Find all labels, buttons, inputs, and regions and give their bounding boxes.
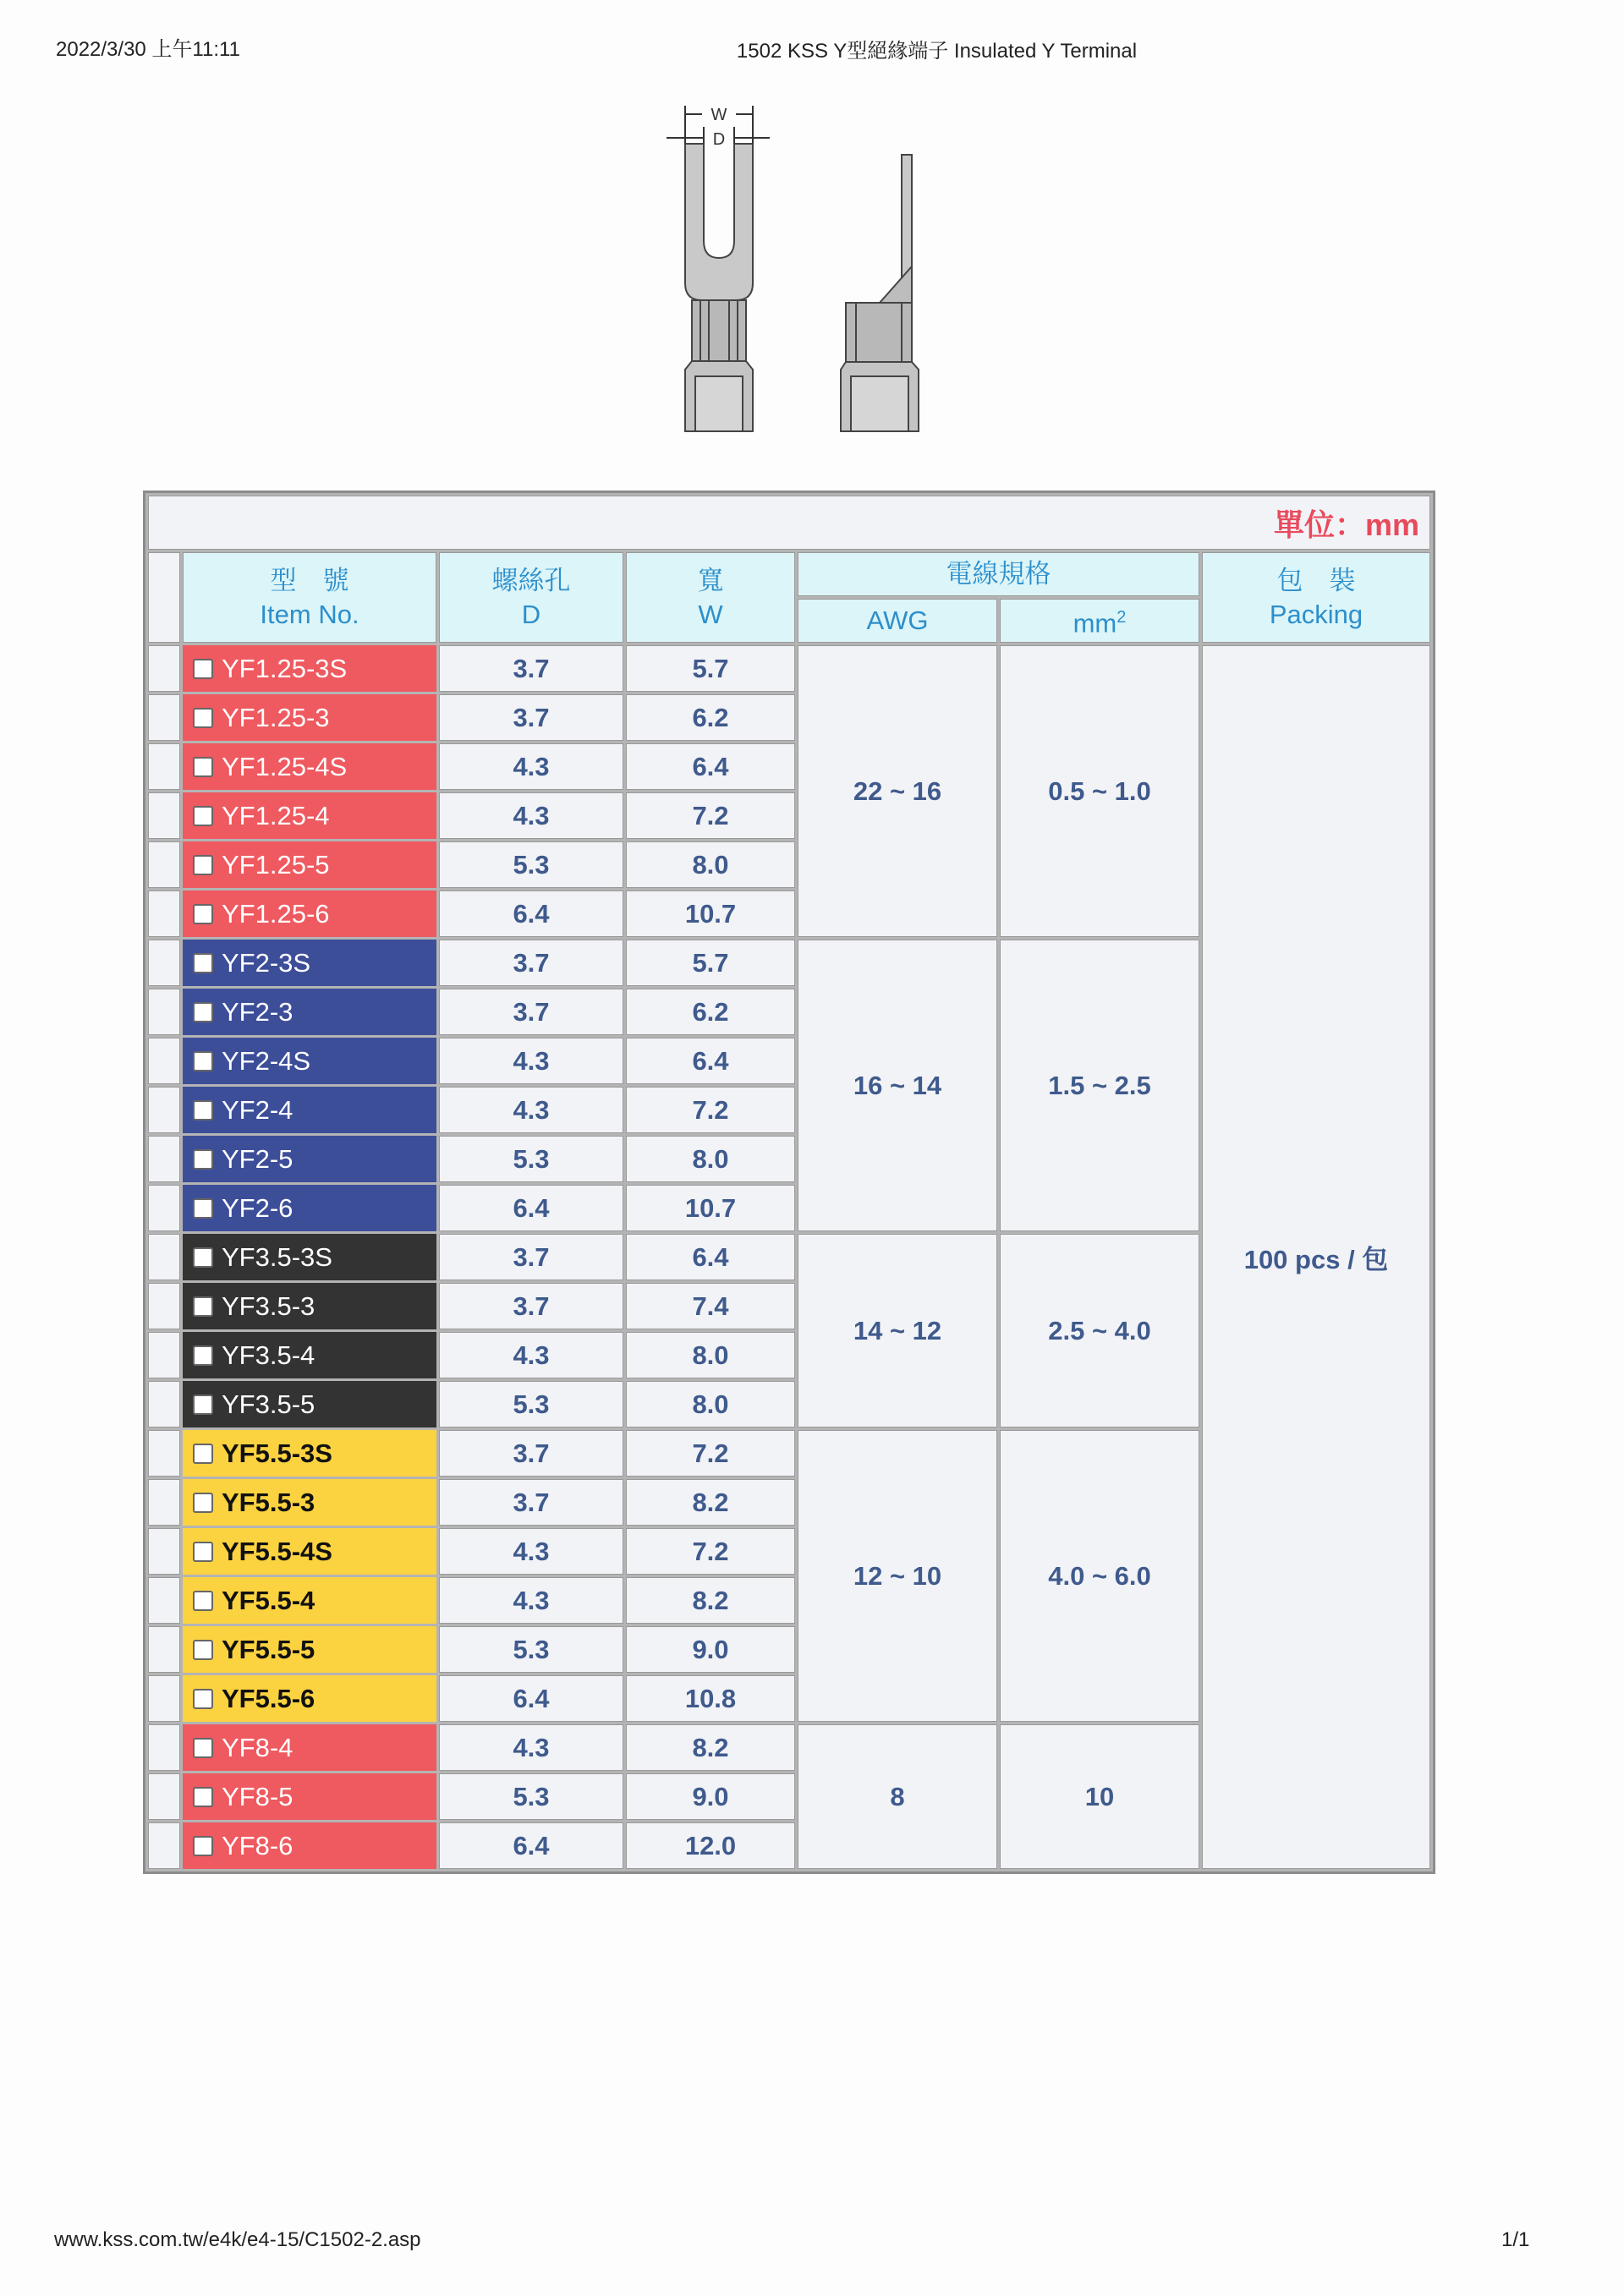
row-side-cell [148, 1381, 180, 1427]
item-cell [183, 1479, 436, 1526]
screw-hole-d: 5.3 [439, 1381, 623, 1427]
screw-hole-d: 3.7 [439, 694, 623, 741]
item-cell [183, 1087, 436, 1133]
item-label-box [183, 989, 436, 1035]
screw-hole-d: 4.3 [439, 1332, 623, 1378]
width-w: 7.2 [626, 1087, 795, 1133]
item-cell [183, 1528, 436, 1575]
item-label-box [183, 1185, 436, 1231]
item-cell [183, 1675, 436, 1722]
item-number: YF1.25-5 [222, 849, 330, 879]
screw-hole-d: 4.3 [439, 1038, 623, 1084]
screw-hole-d: 3.7 [439, 1430, 623, 1477]
item-label-box [183, 1332, 436, 1378]
item-number: YF5.5-4S [222, 1536, 332, 1566]
item-number: YF3.5-3 [222, 1290, 315, 1321]
screw-hole-d: 4.3 [439, 792, 623, 839]
item-number: YF1.25-4S [222, 751, 348, 781]
item-label-box [183, 1038, 436, 1084]
item-checkbox[interactable] [193, 1149, 213, 1170]
item-checkbox[interactable] [193, 1836, 213, 1856]
width-w: 9.0 [626, 1626, 795, 1673]
terminal-diagram [660, 97, 947, 444]
item-cell [183, 792, 436, 839]
header-side-cell [148, 552, 180, 643]
item-cell [183, 1234, 436, 1280]
screw-hole-d: 4.3 [439, 743, 623, 790]
item-cell [183, 1136, 436, 1182]
item-number: YF3.5-3S [222, 1241, 332, 1272]
side-view-icon [841, 155, 919, 431]
item-number: YF1.25-3 [222, 702, 330, 732]
mm2-range: 0.5 ~ 1.0 [1000, 645, 1199, 937]
screw-hole-d: 6.4 [439, 1675, 623, 1722]
item-number: YF2-4S [222, 1045, 311, 1076]
awg-range: 12 ~ 10 [798, 1430, 997, 1722]
packing-value: 100 pcs / 包 [1202, 645, 1430, 1869]
item-cell [183, 890, 436, 937]
header-d [439, 552, 623, 643]
item-label-box [183, 1528, 436, 1575]
width-w: 8.0 [626, 1332, 795, 1378]
screw-hole-d: 5.3 [439, 1626, 623, 1673]
item-cell [183, 743, 436, 790]
item-number: YF2-4 [222, 1094, 294, 1125]
item-cell [183, 1822, 436, 1869]
screw-hole-d: 3.7 [439, 1283, 623, 1329]
item-number: YF2-6 [222, 1192, 294, 1223]
item-number: YF2-3S [222, 947, 311, 978]
item-checkbox[interactable] [193, 1247, 213, 1268]
width-w: 10.8 [626, 1675, 795, 1722]
item-checkbox[interactable] [193, 708, 213, 728]
item-label-box [183, 1822, 436, 1869]
row-side-cell [148, 1136, 180, 1182]
table-row [148, 645, 1430, 692]
item-cell [183, 1577, 436, 1624]
row-side-cell [148, 1675, 180, 1722]
row-side-cell [148, 694, 180, 741]
item-cell [183, 1038, 436, 1084]
screw-hole-d: 6.4 [439, 1822, 623, 1869]
item-number: YF5.5-6 [222, 1683, 315, 1713]
header-item-en: Item No. [260, 599, 359, 629]
item-checkbox[interactable] [193, 1738, 213, 1758]
screw-hole-d: 5.3 [439, 841, 623, 888]
width-w: 6.2 [626, 989, 795, 1035]
width-w: 8.0 [626, 1136, 795, 1182]
item-label-box [183, 1675, 436, 1722]
item-number: YF5.5-4 [222, 1585, 315, 1615]
screw-hole-d: 6.4 [439, 1185, 623, 1231]
item-cell [183, 1430, 436, 1477]
width-w: 12.0 [626, 1822, 795, 1869]
item-label-box [183, 1087, 436, 1133]
row-side-cell [148, 1577, 180, 1624]
item-checkbox[interactable] [193, 1787, 213, 1807]
header-awg: AWG [798, 599, 997, 643]
item-cell [183, 1773, 436, 1820]
width-w: 6.4 [626, 1234, 795, 1280]
width-w: 6.4 [626, 1038, 795, 1084]
awg-range: 22 ~ 16 [798, 645, 997, 937]
row-side-cell [148, 1087, 180, 1133]
front-view-icon [685, 144, 753, 431]
row-side-cell [148, 1332, 180, 1378]
row-side-cell [148, 841, 180, 888]
item-number: YF8-4 [222, 1732, 294, 1762]
item-cell [183, 1332, 436, 1378]
item-label-box [183, 1626, 436, 1673]
header-w-en: W [698, 599, 723, 629]
item-number: YF2-3 [222, 996, 294, 1027]
item-label-box [183, 1479, 436, 1526]
width-w: 8.0 [626, 1381, 795, 1427]
header-d-zh: 螺絲孔 [491, 565, 571, 595]
row-side-cell [148, 1185, 180, 1231]
item-checkbox[interactable] [193, 1051, 213, 1071]
item-label-box [183, 841, 436, 888]
item-checkbox[interactable] [193, 806, 213, 826]
width-w: 6.4 [626, 743, 795, 790]
width-w: 7.2 [626, 792, 795, 839]
awg-range: 16 ~ 14 [798, 940, 997, 1231]
row-side-cell [148, 1038, 180, 1084]
row-side-cell [148, 1283, 180, 1329]
item-checkbox[interactable] [193, 1100, 213, 1121]
width-w: 8.2 [626, 1724, 795, 1771]
spec-table [143, 490, 1435, 1874]
item-label-box [183, 890, 436, 937]
item-number: YF8-6 [222, 1830, 294, 1860]
item-checkbox[interactable] [193, 1296, 213, 1317]
row-side-cell [148, 1724, 180, 1771]
item-checkbox[interactable] [193, 1345, 213, 1366]
screw-hole-d: 3.7 [439, 989, 623, 1035]
screw-hole-d: 4.3 [439, 1528, 623, 1575]
item-checkbox[interactable] [193, 1542, 213, 1562]
item-label-box [183, 743, 436, 790]
item-checkbox[interactable] [193, 1444, 213, 1464]
item-cell [183, 1724, 436, 1771]
item-cell [183, 1283, 436, 1329]
item-checkbox[interactable] [193, 904, 213, 924]
item-checkbox[interactable] [193, 757, 213, 777]
header-pack-en: Packing [1269, 599, 1363, 629]
header-mm2 [1000, 599, 1199, 643]
row-side-cell [148, 743, 180, 790]
mm2-range: 2.5 ~ 4.0 [1000, 1234, 1199, 1427]
item-label-box [183, 694, 436, 741]
screw-hole-d: 3.7 [439, 1234, 623, 1280]
item-checkbox[interactable] [193, 1640, 213, 1660]
screw-hole-d: 4.3 [439, 1577, 623, 1624]
width-w: 10.7 [626, 890, 795, 937]
row-side-cell [148, 989, 180, 1035]
screw-hole-d: 3.7 [439, 645, 623, 692]
header-item-no [183, 552, 436, 643]
width-w: 7.2 [626, 1430, 795, 1477]
unit-label: 單位：mm [148, 496, 1430, 550]
item-label-box [183, 1136, 436, 1182]
width-w: 7.4 [626, 1283, 795, 1329]
screw-hole-d: 4.3 [439, 1087, 623, 1133]
row-side-cell [148, 645, 180, 692]
item-number: YF8-5 [222, 1781, 294, 1811]
print-date: 2022/3/30 上午11:11 [56, 38, 240, 61]
width-w: 5.7 [626, 940, 795, 986]
screw-hole-d: 3.7 [439, 1479, 623, 1526]
item-label-box [183, 1773, 436, 1820]
item-cell [183, 940, 436, 986]
width-w: 8.2 [626, 1577, 795, 1624]
width-w: 8.0 [626, 841, 795, 888]
item-checkbox[interactable] [193, 1198, 213, 1219]
row-side-cell [148, 1430, 180, 1477]
item-cell [183, 1185, 436, 1231]
header-d-en: D [521, 599, 541, 629]
item-cell [183, 1626, 436, 1673]
row-side-cell [148, 1479, 180, 1526]
item-number: YF3.5-4 [222, 1340, 315, 1370]
print-page-number: 1/1 [1501, 2228, 1530, 2251]
width-w: 8.2 [626, 1479, 795, 1526]
screw-hole-d: 4.3 [439, 1724, 623, 1771]
item-number: YF5.5-3 [222, 1487, 315, 1517]
item-label-box [183, 1724, 436, 1771]
item-checkbox[interactable] [193, 1395, 213, 1415]
item-checkbox[interactable] [193, 855, 213, 875]
awg-range: 8 [798, 1724, 997, 1869]
item-number: YF1.25-6 [222, 898, 330, 929]
item-label-box [183, 645, 436, 692]
width-w: 9.0 [626, 1773, 795, 1820]
header-packing [1202, 552, 1430, 643]
header-mm2-text: mm [1073, 608, 1117, 638]
item-checkbox[interactable] [193, 1002, 213, 1022]
header-w [626, 552, 795, 643]
item-checkbox[interactable] [193, 1493, 213, 1513]
row-side-cell [148, 1626, 180, 1673]
item-label-box [183, 1577, 436, 1624]
dimension-d-label: D [712, 130, 726, 149]
header-pack-zh: 包 裝 [1276, 565, 1356, 595]
item-checkbox[interactable] [193, 953, 213, 973]
screw-hole-d: 5.3 [439, 1773, 623, 1820]
item-cell [183, 1381, 436, 1427]
item-label-box [183, 1430, 436, 1477]
screw-hole-d: 5.3 [439, 1136, 623, 1182]
row-side-cell [148, 940, 180, 986]
item-cell [183, 645, 436, 692]
item-checkbox[interactable] [193, 659, 213, 679]
header-w-zh: 寬 [697, 565, 724, 595]
width-w: 5.7 [626, 645, 795, 692]
row-side-cell [148, 1528, 180, 1575]
item-number: YF3.5-5 [222, 1389, 315, 1419]
item-label-box [183, 1283, 436, 1329]
row-side-cell [148, 1822, 180, 1869]
item-cell [183, 694, 436, 741]
item-checkbox[interactable] [193, 1689, 213, 1709]
width-w: 6.2 [626, 694, 795, 741]
item-label-box [183, 792, 436, 839]
item-number: YF1.25-4 [222, 800, 330, 830]
screw-hole-d: 3.7 [439, 940, 623, 986]
row-side-cell [148, 1234, 180, 1280]
awg-range: 14 ~ 12 [798, 1234, 997, 1427]
row-side-cell [148, 1773, 180, 1820]
item-checkbox[interactable] [193, 1591, 213, 1611]
header-mm2-sup: 2 [1116, 608, 1127, 627]
item-label-box [183, 1381, 436, 1427]
item-cell [183, 841, 436, 888]
print-title: 1502 KSS Y型絕緣端子 Insulated Y Terminal [736, 40, 1138, 63]
screw-hole-d: 6.4 [439, 890, 623, 937]
mm2-range: 10 [1000, 1724, 1199, 1869]
item-number: YF1.25-3S [222, 653, 348, 683]
print-url: www.kss.com.tw/e4k/e4-15/C1502-2.asp [54, 2228, 421, 2251]
dimension-w-label: W [710, 106, 727, 124]
item-label-box [183, 940, 436, 986]
row-side-cell [148, 792, 180, 839]
header-wire-spec: 電線規格 [798, 552, 1199, 596]
width-w: 7.2 [626, 1528, 795, 1575]
item-label-box [183, 1234, 436, 1280]
mm2-range: 1.5 ~ 2.5 [1000, 940, 1199, 1231]
header-item-zh: 型 號 [270, 565, 349, 595]
item-number: YF2-5 [222, 1143, 294, 1174]
row-side-cell [148, 890, 180, 937]
item-number: YF5.5-3S [222, 1438, 332, 1468]
width-w: 10.7 [626, 1185, 795, 1231]
item-cell [183, 989, 436, 1035]
item-number: YF5.5-5 [222, 1634, 315, 1664]
mm2-range: 4.0 ~ 6.0 [1000, 1430, 1199, 1722]
